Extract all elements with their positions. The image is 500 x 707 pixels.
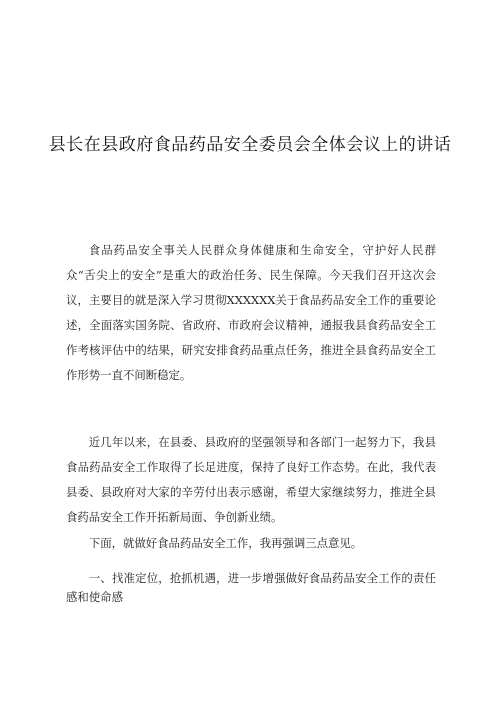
document-title: 县长在县政府食品药品安全委员会全体会议上的讲话 [48, 135, 452, 155]
paragraph-achievements: 近几年以来，在县委、县政府的坚强领导和各部门一起努力下，我县食品药品安全工作取得了长足进度，保持了良好工作态势。在此，我代表县委、县政府对大家的辛劳付出表示感谢，希望大家继续努力，推进全县食药品安全工作开拓新局面、争创新业绩。 [66, 435, 436, 524]
paragraph-transition: 下面，就做好食品药品安全工作，我再强调三点意见。 [88, 536, 363, 550]
paragraph-opening: 食品药品安全事关人民群众身体健康和生命安全，守护好人民群众“舌尖上的安全”是重大的政治任务、民生保障。今天我们召开这次会议，主要目的就是深入学习贯彻XXXXXX关于食品药品安全工作的重要论述，全面落实国务院、省政府、市政府会议精神，通报我县食药品安全工作考核评估中的结果，研究安排食药品重点任务，推进全县食药品安全工作形势一直不间断稳定。 [66, 243, 436, 382]
section-heading-one: 一、找准定位，抢抓机遇，进一步增强做好食品药品安全工作的责任感和使命感 [66, 571, 436, 604]
